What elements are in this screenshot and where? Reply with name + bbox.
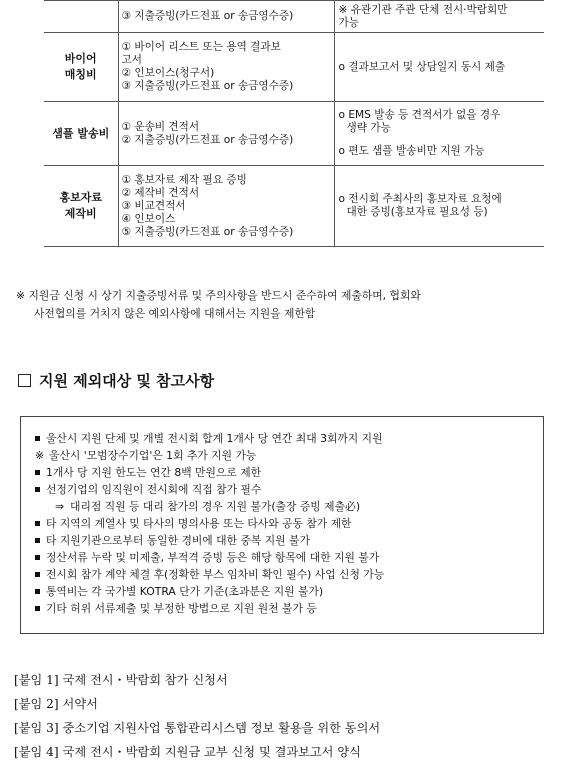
rule-text: 선정기업의 임직원이 전시회에 직접 참가 필수 — [46, 483, 262, 496]
table-row — [44, 166, 544, 247]
rule-text: 통역비는 각 국가별 KOTRA 단가 기준(초과분은 지원 불가) — [46, 585, 324, 598]
bullet-square-icon — [35, 470, 40, 475]
docs-cell — [118, 1, 334, 33]
doc-line: ① 바이어 리스트 또는 용역 결과보 — [121, 41, 281, 53]
rule-item — [33, 498, 533, 515]
category-cell — [44, 33, 118, 102]
rule-item — [33, 600, 533, 617]
note-line: o 결과보고서 및 상담일지 동시 제출 — [338, 60, 506, 73]
notes-cell — [334, 1, 544, 33]
section-title: 지원 제외대상 및 참고사항 — [39, 372, 215, 390]
category-cell — [44, 102, 118, 166]
attachment-item: [붙임 1] 국제 전시・박람회 참가 신청서 — [14, 673, 228, 687]
note-line: o EMS 발송 등 견적서가 없을 경우 — [338, 109, 501, 121]
notes-cell — [334, 166, 544, 247]
rule-text: 타 지역의 계열사 및 타사의 명의사용 또는 타사와 공동 참가 제한 — [46, 517, 352, 530]
bullet-square-icon — [35, 572, 40, 577]
note-spacer — [339, 135, 541, 145]
doc-line: ② 제작비 견적서 — [121, 186, 200, 199]
rule-text: 울산시 '모범장수기업'은 1회 추가 지원 가능 — [49, 449, 257, 462]
category-cell — [44, 166, 118, 247]
attachment-list — [14, 668, 380, 764]
doc-line: ⑤ 지출증빙(카드전표 or 송금영수증) — [121, 225, 294, 238]
doc-line: ③ 지출증빙(카드전표 or 송금영수증) — [121, 10, 294, 22]
doc-line: ① 홍보자료 제작 필요 증빙 — [121, 173, 247, 186]
attachment-item: [붙임 2] 서약서 — [14, 697, 98, 711]
category-label: 제작비 — [64, 207, 97, 220]
note-line: o 전시회 주최사의 홍보자료 요청에 — [338, 193, 502, 205]
doc-line: ② 지출증빙(카드전표 or 송금영수증) — [121, 133, 294, 146]
rule-item — [33, 549, 533, 566]
bullet-square-icon — [35, 487, 40, 492]
rule-text: 1개사 당 지원 한도는 연간 8백 만원으로 제한 — [46, 466, 262, 479]
category-label: 바이어 — [64, 52, 97, 65]
category-cell — [44, 1, 118, 33]
arrow-icon: ⇒ — [55, 500, 65, 513]
doc-line: ① 운송비 견적서 — [121, 120, 200, 133]
bullet-square-icon — [35, 521, 40, 526]
table-row — [44, 33, 544, 102]
note-line: 생략 가능 — [346, 122, 391, 134]
bullet-square-icon — [35, 436, 40, 441]
footnote-line: ※ 지원금 신청 시 상기 지출증빙서류 및 주의사항을 반드시 준수하여 제출하며, 협회와 — [16, 289, 421, 302]
note-mark: ※ — [35, 449, 45, 462]
rule-text: 기타 허위 서류제출 및 부정한 방법으로 지원 원천 불가 등 — [46, 602, 317, 615]
docs-cell — [118, 33, 334, 102]
rule-text: 울산시 지원 단체 및 개별 전시회 합계 1개사 당 연간 최대 3회까지 지원 — [46, 432, 383, 445]
rule-item — [33, 464, 533, 481]
checkbox-square-icon — [18, 374, 31, 387]
rule-text: 전시회 참가 계약 체결 후(정확한 부스 임차비 확인 필수) 사업 신청 가능 — [46, 568, 385, 581]
category-label: 매칭비 — [64, 68, 97, 81]
category-label: 샘플 발송비 — [52, 126, 110, 140]
rule-item — [33, 566, 533, 583]
docs-cell — [118, 166, 334, 247]
bullet-square-icon — [35, 555, 40, 560]
bullet-square-icon — [35, 538, 40, 543]
section-heading — [18, 370, 214, 391]
rule-item — [33, 583, 533, 600]
doc-line: ② 인보이스(청구서) — [121, 67, 215, 79]
bullet-square-icon — [35, 589, 40, 594]
rule-text: 타 지원기관으로부터 동일한 경비에 대한 중복 지원 불가 — [46, 534, 310, 547]
bullet-square-icon — [35, 606, 40, 611]
category-label: 홍보자료 — [59, 191, 102, 204]
note-line: 가능 — [338, 16, 359, 29]
docs-cell — [118, 102, 334, 166]
attachment-item: [붙임 3] 중소기업 지원사업 통합관리시스템 정보 활용을 위한 동의서 — [14, 721, 381, 735]
rules-box — [20, 416, 544, 634]
notes-cell — [334, 33, 544, 102]
note-line: ※ 유관기관 주관 단체 전시·박람회만 — [338, 3, 508, 16]
doc-line: 고서 — [121, 54, 142, 66]
table-row — [44, 102, 544, 166]
rule-item — [33, 481, 533, 498]
table-row — [44, 1, 544, 33]
attachment-item: [붙임 4] 국제 전시・박람회 지원금 교부 신청 및 결과보고서 양식 — [14, 745, 361, 759]
rule-item — [33, 447, 533, 464]
note-line: 대한 증빙(홍보자료 필요성 등) — [346, 206, 488, 218]
rule-text: 대리점 직원 등 대리 참가의 경우 지원 불가(출장 증빙 제출必) — [70, 500, 361, 513]
doc-line: ④ 인보이스 — [121, 212, 176, 225]
rule-item — [33, 532, 533, 549]
footnote-line: 사전협의를 거치지 않은 예외사항에 대해서는 지원을 제한함 — [34, 307, 316, 320]
note-line: o 편도 샘플 발송비만 지원 가능 — [338, 145, 485, 157]
doc-line: ③ 비교견적서 — [121, 199, 186, 212]
doc-line: ③ 지출증빙(카드전표 or 송금영수증) — [121, 80, 294, 92]
expense-evidence-table — [44, 0, 544, 247]
rule-item — [33, 430, 533, 447]
rule-text: 정산서류 누락 및 미제출, 부적격 증빙 등은 해당 항목에 대한 지원 불가 — [46, 551, 380, 564]
rule-item — [33, 515, 533, 532]
footnote — [16, 287, 556, 323]
notes-cell — [334, 102, 544, 166]
